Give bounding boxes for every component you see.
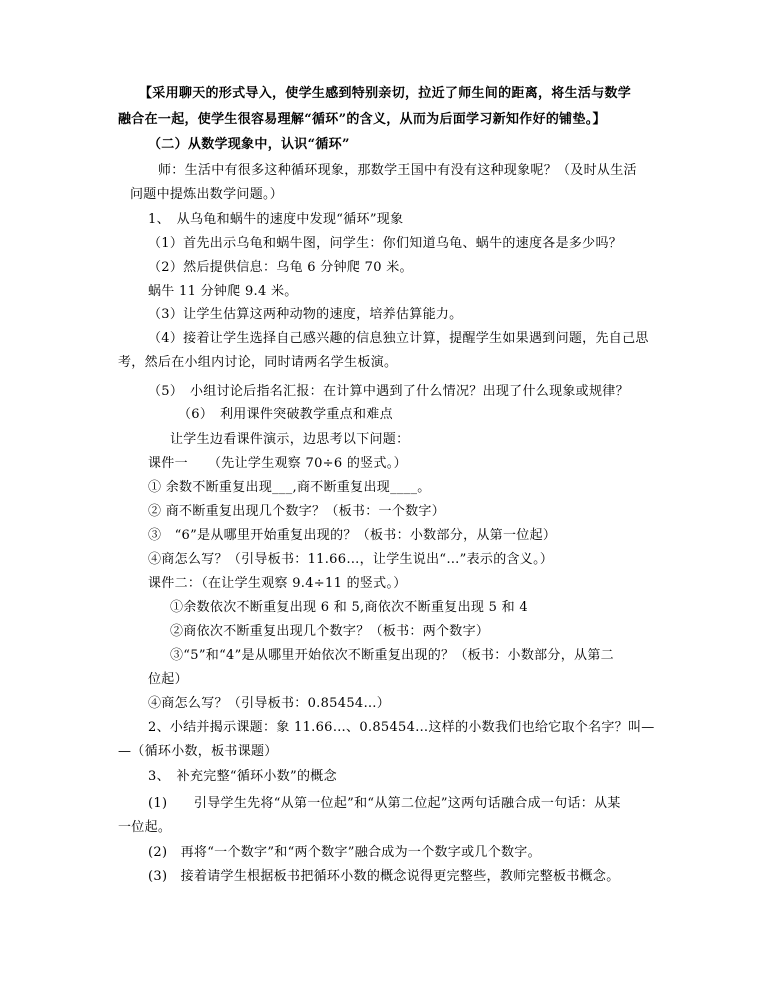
paragraph-line: —（循环小数，板书课题） xyxy=(118,744,278,759)
paragraph-line: 问题中提炼出数学问题。） xyxy=(130,187,284,202)
paragraph-line: 师：生活中有很多这种循环现象，那数学王国中有没有这种现象呢？（及时从生活 xyxy=(158,163,637,178)
paragraph-line: （4）接着让学生选择自己感兴趣的信息独立计算，提醒学生如果遇到问题，先自己思 xyxy=(148,331,649,346)
courseware-1-label: 课件一 （先让学生观察 70÷6 的竖式。） xyxy=(148,456,407,471)
paragraph-line: （5） 小组讨论后指名汇报：在计算中遇到了什么情况？出现了什么现象或规律？ xyxy=(148,384,629,399)
paragraph-line: （2）然后提供信息：乌龟 6 分钟爬 70 米。 xyxy=(148,260,413,275)
courseware-2-label: 课件二：（在让学生观察 9.4÷11 的竖式。） xyxy=(148,576,407,591)
subheading-3: 3、 补充完整“循环小数”的概念 xyxy=(148,769,337,784)
paragraph-line: （6） 利用课件突破教学重点和难点 xyxy=(178,407,393,422)
paragraph-line: (3) 接着请学生根据板书把循环小数的概念说得更完整些，教师完整板书概念。 xyxy=(148,869,620,884)
list-item: ②商依次不断重复出现几个数字？（板书：两个数字） xyxy=(170,624,490,639)
paragraph-line: （1）首先出示乌龟和蜗牛图，问学生：你们知道乌龟、蜗牛的速度各是多少吗？ xyxy=(148,236,623,251)
list-item: ④商怎么写？（引导板书：0.85454…） xyxy=(148,696,391,711)
list-item: ② 商不断重复出现几个数字？（板书：一个数字） xyxy=(148,504,446,519)
paragraph-line: 一位起。 xyxy=(118,820,172,835)
intro-note-line-2: 融合在一起，使学生很容易理解“循环”的含义，从而为后面学习新知作好的铺垫。】 xyxy=(118,112,606,127)
paragraph-line: （3）让学生估算这两种动物的速度，培养估算能力。 xyxy=(148,307,463,322)
paragraph-line: 考，然后在小组内讨论，同时请两名学生板演。 xyxy=(118,355,398,370)
intro-note-line-1: 【采用聊天的形式导入，使学生感到特别亲切，拉近了师生间的距离，将生活与数学 xyxy=(139,86,632,101)
paragraph-line: (1) 引导学生先将“从第一位起”和“从第二位起”这两句话融合成一句话：从某 xyxy=(148,796,621,811)
list-item: ①余数依次不断重复出现 6 和 5,商依次不断重复出现 5 和 4 xyxy=(170,600,528,615)
section-heading: （二）从数学现象中，认识“循环” xyxy=(148,137,350,152)
list-item: ① 余数不断重复出现___,商不断重复出现____。 xyxy=(148,480,431,495)
list-item: ③“5”和“4”是从哪里开始依次不断重复出现的？（板书：小数部分，从第二 xyxy=(170,648,614,663)
paragraph-line: 让学生边看课件演示，边思考以下问题： xyxy=(170,432,410,447)
paragraph-line: (2) 再将“一个数字”和“两个数字”融合成为一个数字或几个数字。 xyxy=(148,845,541,860)
list-item: ④商怎么写？（引导板书：11.66…，让学生说出“…”表示的含义。） xyxy=(148,552,554,567)
paragraph-line: 蜗牛 11 分钟爬 9.4 米。 xyxy=(148,284,298,299)
list-item: ③ “6”是从哪里开始重复出现的？（板书：小数部分，从第一位起） xyxy=(148,528,557,543)
list-item: 位起） xyxy=(148,672,188,687)
paragraph-line: 2、小结并揭示课题：象 11.66…、0.85454…这样的小数我们也给它取个名字？叫— xyxy=(148,720,655,735)
subheading-1: 1、 从乌龟和蜗牛的速度中发现“循环”现象 xyxy=(148,212,404,227)
